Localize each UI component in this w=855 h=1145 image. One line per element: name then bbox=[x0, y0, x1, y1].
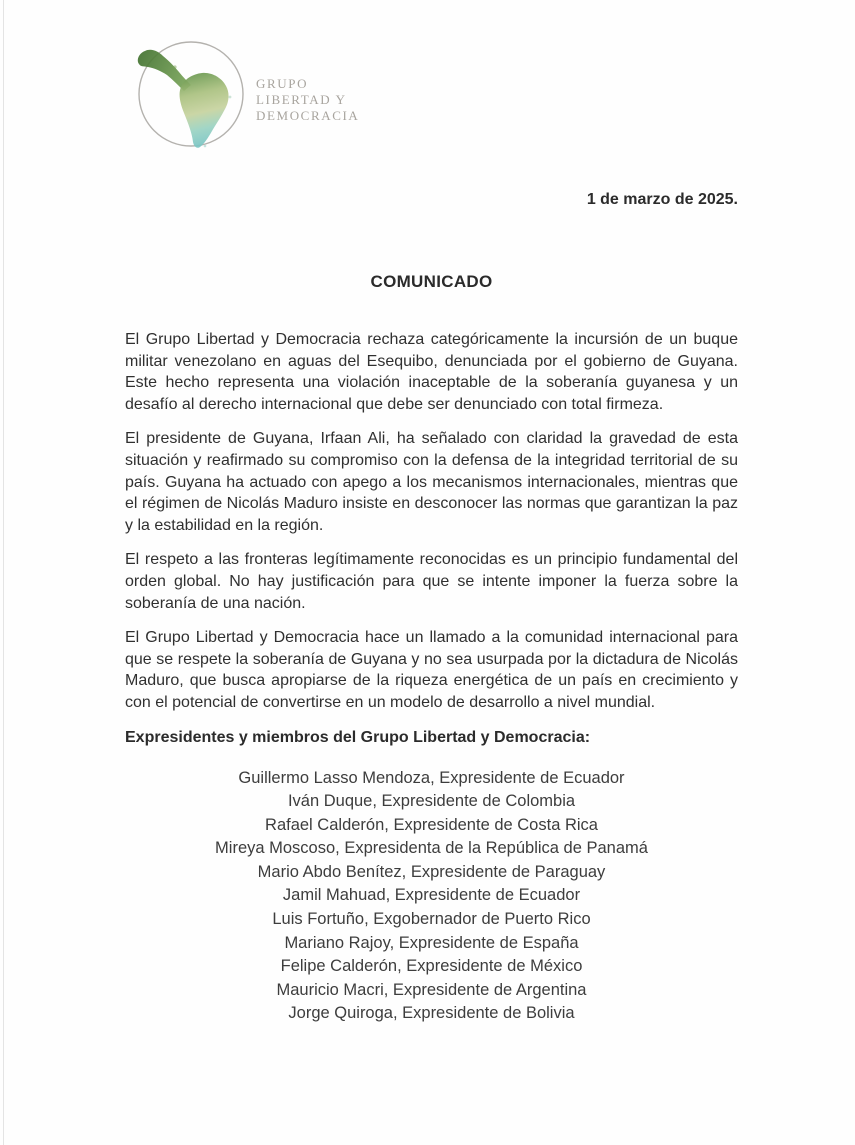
org-logo bbox=[134, 34, 248, 150]
member-line: Luis Fortuño, Exgobernador de Puerto Rico bbox=[272, 910, 591, 929]
org-name-line: LIBERTAD Y bbox=[256, 92, 347, 107]
paragraph: El presidente de Guyana, Irfaan Ali, ha señalado con claridad la gravedad de esta situación y reafirmado su compromiso con la defensa de la integridad territorial de su país. Guyana ha actuado con apego a los mecanismos internacionales, mientras que el régimen de Nicolás Maduro insiste en desconocer las normas que garantizan la paz y la estabilidad en la región. bbox=[125, 430, 738, 534]
org-name-line: DEMOCRACIA bbox=[256, 108, 360, 123]
member-line: Felipe Calderón, Expresidente de México bbox=[280, 957, 583, 976]
member-line: Mariano Rajoy, Expresidente de España bbox=[284, 933, 579, 952]
paragraph: El Grupo Libertad y Democracia rechaza categóricamente la incursión de un buque militar venezolano en aguas del Esequibo, denunciada por el gobierno de Guyana. Este hecho representa una violación inaceptable de la soberanía guyanesa y un desafío al derecho internacional que debe ser denunciado con total firmeza. bbox=[125, 331, 738, 413]
latin-america-map-icon bbox=[134, 34, 248, 150]
document-date: 1 de marzo de 2025. bbox=[586, 191, 738, 208]
members-list bbox=[125, 767, 738, 1027]
member-line: Iván Duque, Expresidente de Colombia bbox=[287, 792, 576, 811]
org-name-line: GRUPO bbox=[256, 76, 309, 91]
member-line: Jamil Mahuad, Expresidente de Ecuador bbox=[282, 886, 581, 905]
paragraph: El Grupo Libertad y Democracia hace un llamado a la comunidad internacional para que se respete la soberanía de Guyana y no sea usurpada por la dictadura de Nicolás Maduro, que busca apropiarse de la riqueza energética de un país en crecimiento y con el potencial de convertirse en un modelo de desarrollo a nivel mundial. bbox=[125, 629, 738, 711]
member-line: Jorge Quiroga, Expresidente de Bolivia bbox=[288, 1004, 575, 1023]
paragraph: El respeto a las fronteras legítimamente reconocidas es un principio fundamental del orden global. No hay justificación para que se intente imponer la fuerza sobre la soberanía de una nación. bbox=[125, 551, 738, 612]
document-body bbox=[125, 190, 738, 1026]
document-title: COMUNICADO bbox=[370, 272, 493, 291]
members-heading: Expresidentes y miembros del Grupo Libertad y Democracia: bbox=[125, 728, 591, 746]
member-line: Mario Abdo Benítez, Expresidente de Paraguay bbox=[257, 862, 606, 881]
member-line: Rafael Calderón, Expresidente de Costa Rica bbox=[265, 815, 598, 834]
org-name bbox=[256, 76, 359, 124]
member-line: Mauricio Macri, Expresidente de Argentina bbox=[276, 980, 587, 999]
member-line: Mireya Moscoso, Expresidenta de la República de Panamá bbox=[215, 839, 648, 858]
member-line: Guillermo Lasso Mendoza, Expresidente de Ecuador bbox=[238, 768, 625, 787]
